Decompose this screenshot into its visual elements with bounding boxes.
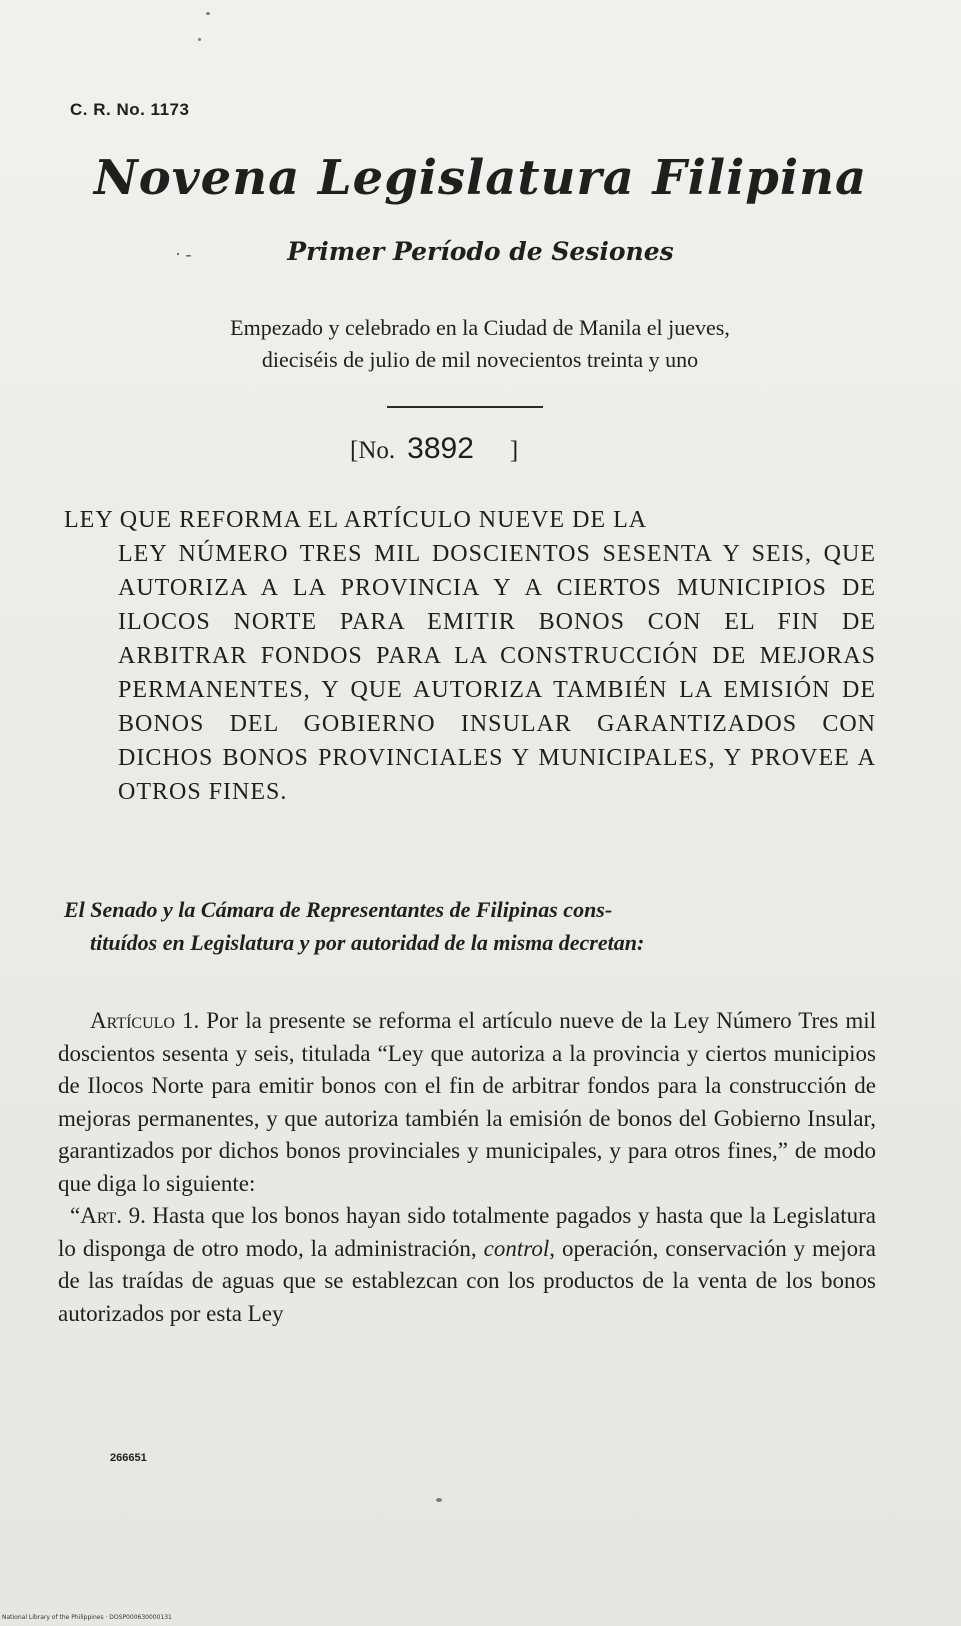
article-1-label: Artículo 1. <box>90 1008 200 1033</box>
print-speck <box>436 1498 442 1502</box>
article-9-paragraph <box>58 1200 876 1330</box>
article-9-control-word: control <box>483 1235 550 1261</box>
print-speck <box>206 12 210 15</box>
divider-rule <box>387 406 543 408</box>
place-line-2: dieciséis de julio de mil novecientos treinta y uno <box>261 347 699 372</box>
act-heading <box>64 503 876 809</box>
act-suffix: ] <box>509 437 519 464</box>
legislature-title: Novena Legislatura Filipina <box>93 150 868 206</box>
article-9-text-1: Hasta que los bonos hayan sido totalmente pagados y hasta que la Legislatura lo disponga de otro modo, la administración, <box>58 1203 877 1261</box>
act-prefix: [No. <box>350 437 396 464</box>
print-speck <box>198 38 201 41</box>
session-place-date <box>60 312 900 376</box>
enacting-clause <box>64 893 876 959</box>
article-9-text-2: , operación, conservación y mejora de las traídas de aguas que se establezcan con los productos de la venta de los bonos autorizados por esta Ley <box>58 1235 876 1326</box>
act-number <box>350 432 518 466</box>
heading-rest: LEY NÚMERO TRES MIL DOSCIENTOS SESENTA Y SEIS, QUE AUTORIZA A LA PROVINCIA Y A CIERTOS MUNICIPIOS DE ILOCOS NORTE PARA EMITIR BONOS CON EL FIN DE ARBITRAR FONDOS PARA LA CONSTRUCCIÓN DE MEJORAS PERMANENTES, Y QUE AUTORIZA TAMBIÉN LA EMISIÓN DE BONOS DEL GOBIERNO INSULAR GARANTIZADOS CON DICHOS BONOS PROVINCIALES Y MUNICIPALES, Y PROVEE A OTROS FINES. <box>118 541 876 805</box>
place-line-1: Empezado y celebrado en la Ciudad de Manila el jueves, <box>230 315 730 340</box>
decorative-dash: · - <box>175 244 192 264</box>
heading-first-line: LEY QUE REFORMA EL ARTÍCULO NUEVE DE LA <box>64 507 648 533</box>
article-9-label: “Art. 9. <box>70 1203 146 1228</box>
session-subtitle: Primer Período de Sesiones <box>287 237 674 266</box>
archive-footer: National Library of the Philippines · DOSP000630000131 <box>2 1614 172 1621</box>
print-code: 266651 <box>110 1452 147 1464</box>
enacting-rest: tituídos en Legislatura y por autoridad de la misma decretan: <box>90 930 645 955</box>
article-1-text: Por la presente se reforma el artículo nueve de la Ley Número Tres mil doscientos sesenta y seis, titulada “Ley que autoriza a la provincia y ciertos municipios de Ilocos Norte para emitir bonos con el fin de arbitrar fondos para la construcción de mejoras permanentes, y que autoriza también la emisión de bonos del Gobierno Insular, garantizados por dichos bonos provinciales y municipales, y para otros fines,” de modo que diga lo siguiente: <box>58 1008 877 1196</box>
article-1-paragraph <box>58 1005 876 1200</box>
enacting-first-line: El Senado y la Cámara de Representantes de Filipinas cons- <box>64 897 613 922</box>
cr-number: C. R. No. 1173 <box>70 100 190 119</box>
act-body <box>58 1005 876 1330</box>
act-number-value: 3892 <box>407 432 474 465</box>
